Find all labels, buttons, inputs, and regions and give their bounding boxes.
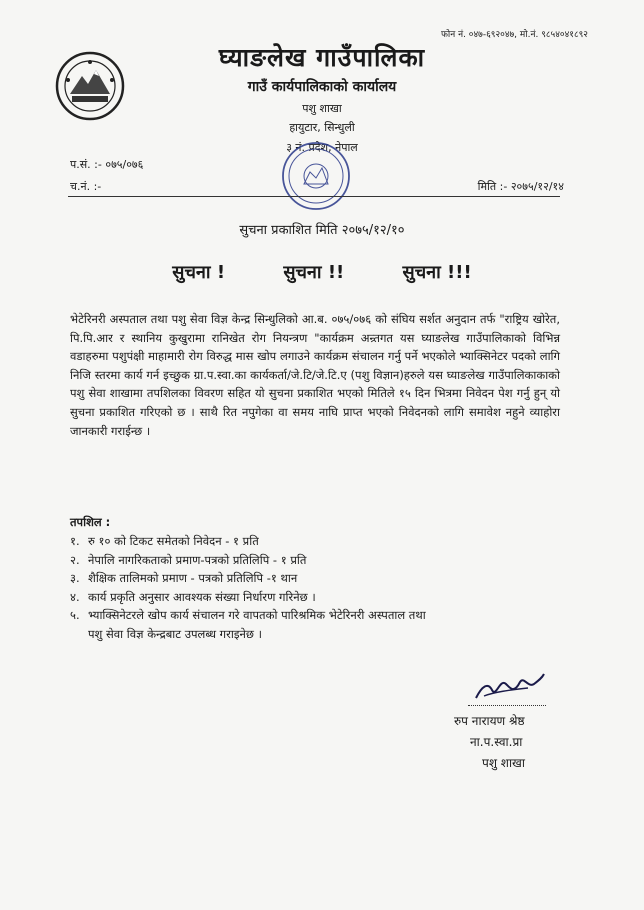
list-item-continuation: पशु सेवा विज्ञ केन्द्रबाट उपलब्ध गराइनेछ । — [88, 626, 262, 641]
notice-label: सुचना !! — [283, 262, 345, 283]
office-branch: पशु शाखा — [302, 102, 342, 115]
dispatch-number: च.नं. :- — [70, 180, 102, 193]
list-item: ५. भ्याक्सिनेटरले खोप कार्य संचालन गरे वापतको पारिश्रमिक भेटेरिनरी अस्पताल तथा — [70, 608, 426, 623]
reference-number: प.सं. :- ०७५/०७६ — [70, 158, 144, 171]
header-divider — [68, 196, 560, 197]
details-list — [70, 532, 570, 644]
signature-line — [468, 705, 546, 706]
published-date: सुचना प्रकाशित मिति २०७५/१२/१० — [239, 223, 405, 238]
contact-info: फोन नं. ०४७-६९२०४७, मो.नं. ९८५४०४१८९२ — [440, 30, 588, 40]
signer-section: पशु शाखा — [482, 756, 525, 770]
signer-designation: ना.प.स्वा.प्रा — [470, 735, 523, 749]
list-item: २. नेपालि नागरिकताको प्रमाण-पत्रको प्रतिलिपि - १ प्रति — [70, 552, 307, 567]
notice-heading — [0, 260, 644, 284]
signer-name: रुप नारायण श्रेष्ठ — [454, 714, 525, 728]
notice-body: भेटेरिनरी अस्पताल तथा पशु सेवा विज्ञ केन्द्र सिन्धुलिको आ.ब. ०७५/०७६ को संघिय सर्शत अनुदान तर्फ "राष्ट्रिय खोरेत, पि.पि.आर र स्थानिय कुखुरामा रानिखेत रोग नियन्त्रण "कार्यक्रम अन्र्तगत यस घ्याङलेख गाउँपालिकाको विभिन्न वडाहरुमा पशुपंक्षी माहामारी रोग विरुद्ध मास खोप लगाउने कार्यक्रम संचालन गर्नु पर्ने भएकोले भ्याक्सिनेटर पदको लागि निजि स्तरमा कार्य गर्न इच्छुक ग्रा.प.स्वा.का कार्यकर्ता/जे.टि/जे.टि.ए (पशु विज्ञान)हरुले यस घ्याङलेख गाउँपालिकाकाको पशु सेवा शाखामा तपशिलका विवरण सहित यो सुचना प्रकाशित भएको मितिले १५ दिन भित्रमा निवेदन पेश गर्नु हुन् यो सुचना प्रकाशित गरिएको छ । साथै रित नपुगेका वा समय नाघि प्राप्त भएको निवेदनको लागि समावेश नहुने व्याहोरा जानकारी गराईन्छ । — [70, 312, 560, 438]
office-address: हायुटार, सिन्धुली — [289, 121, 355, 134]
handwritten-signature-icon — [470, 668, 548, 708]
notice-label: सुचना !!! — [402, 262, 472, 283]
details-heading: तपशिल : — [70, 515, 111, 529]
office-subtitle: गाउँ कार्यपालिकाको कार्यालय — [247, 79, 397, 95]
page-title: घ्याङलेख गाउँपालिका — [218, 43, 426, 72]
list-item: १. रु १० को टिकट समेतको निवेदन - १ प्रति — [70, 534, 259, 548]
letter-date: मिति :- २०७५/१२/१४ — [477, 180, 564, 193]
list-item: ४. कार्य प्रकृति अनुसार आवश्यक संख्या निर्धारण गरिनेछ । — [70, 589, 316, 604]
office-stamp-icon — [280, 140, 352, 212]
notice-label: सुचना ! — [172, 262, 226, 283]
office-ward: ३ नं. प्रदेश, नेपाल — [286, 141, 358, 154]
list-item: ३. शैक्षिक तालिमको प्रमाण - पत्रको प्रतिलिपि -१ थान — [70, 571, 298, 586]
